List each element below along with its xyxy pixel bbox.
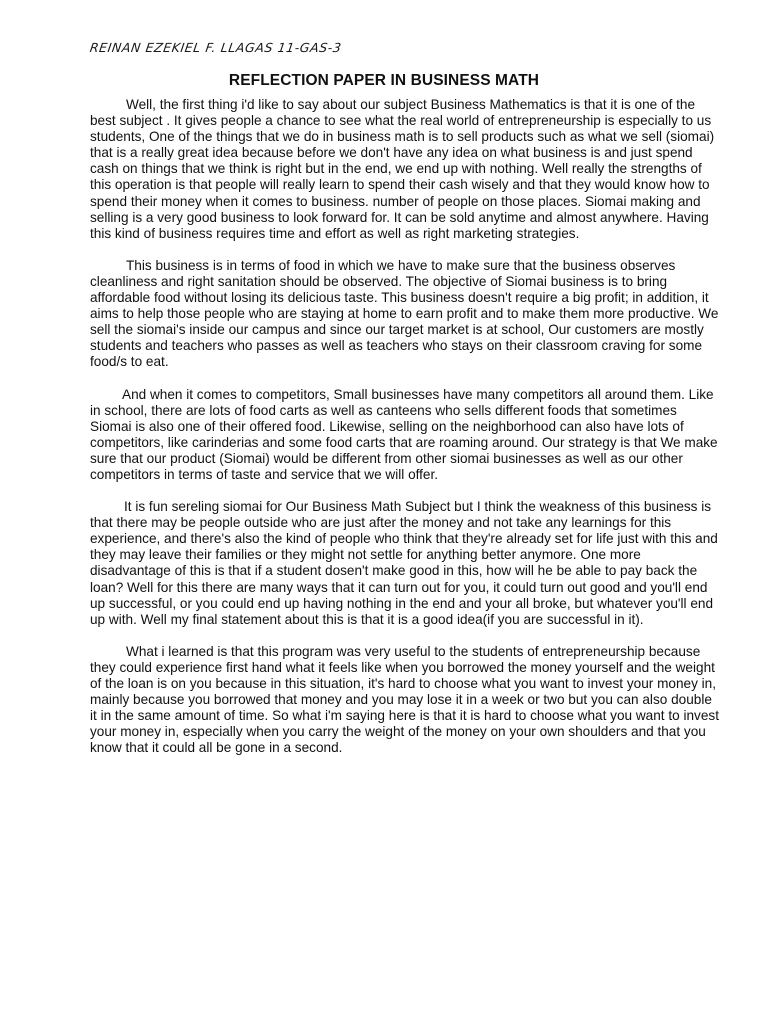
paragraph-4: It is fun sereling siomai for Our Business Math Subject but I think the weakness of this business is that there may be people outside who are just after the money and not take any learnings for this experience, and there's also the kind of people who think that they're already set for life just with this and they may leave their families or they might not settle for anything better anymore. One more disadvantage of this is that if a student dosen't make good in this, how will he be able to pay back the loan? Well for this there are many ways that it can turn out for you, it could turn out good and you'll end up successful, or you could end up having nothing in the end and your all broke, but whatever you'll end up with. Well my final statement about this is that it is a good idea(if you are successful in it). bbox=[90, 499, 718, 627]
paragraph-2: This business is in terms of food in which we have to make sure that the business observes cleanliness and right sanitation should be observed. The objective of Siomai business is to bring affordable food without losing its delicious taste. This business doesn't require a big profit; in addition, it aims to help those people who are staying at home to earn profit and to make them more productive. We sell the siomai's inside our campus and since our target market is at school, Our customers are mostly students and teachers who passes as well as teachers who stays on their classroom craving for some food/s to eat. bbox=[90, 257, 719, 370]
document-body bbox=[90, 97, 720, 772]
author-header: REINAN EZEKIEL F. LLAGAS 11-GAS-3 bbox=[88, 40, 343, 55]
page-title: REFLECTION PAPER IN BUSINESS MATH bbox=[228, 72, 540, 89]
paragraph-1: Well, the first thing i'd like to say about our subject Business Mathematics is that it is one of the best subject . It gives people a chance to see what the real world of entrepreneurship is especially to us students, One of the things that we do in business math is to sell products such as what we sell (siomai) that is a really great idea because before we don't have any idea on what business is and just spend cash on things that we think is right but in the end, we end up with nothing. Well really the strengths of this operation is that people will really learn to spend their cash wisely and that they would know how to spend their money when it comes to business. number of people on those places. Siomai making and selling is a very good business to look forward for. It can be sold anytime and almost anywhere. Having this kind of business requires time and effort as well as right marketing strategies. bbox=[90, 97, 715, 241]
paragraph-5: What i learned is that this program was very useful to the students of entrepreneurship because they could experience first hand what it feels like when you borrowed the money yourself and the weight of the loan is on you because in this situation, it's hard to choose what you want to invest your money in, mainly because you borrowed that money and you may lose it in a week or two but you can also double it in the same amount of time. So what i'm saying here is that it is hard to choose what you want to invest your money in, especially when you carry the weight of the money on your own shoulders and that you know that it could all be gone in a second. bbox=[90, 643, 719, 756]
paragraph-3: And when it comes to competitors, Small businesses have many competitors all around them. Like in school, there are lots of food carts as well as canteens who sells different foods that sometimes Siomai is also one of their offered food. Likewise, selling on the neighborhood can also have lots of competitors, like carinderias and some food carts that are roaming around. Our strategy is that We make sure that our product (Siomai) would be different from other siomai businesses as well as our other competitors in terms of taste and service that we will offer. bbox=[90, 386, 718, 482]
